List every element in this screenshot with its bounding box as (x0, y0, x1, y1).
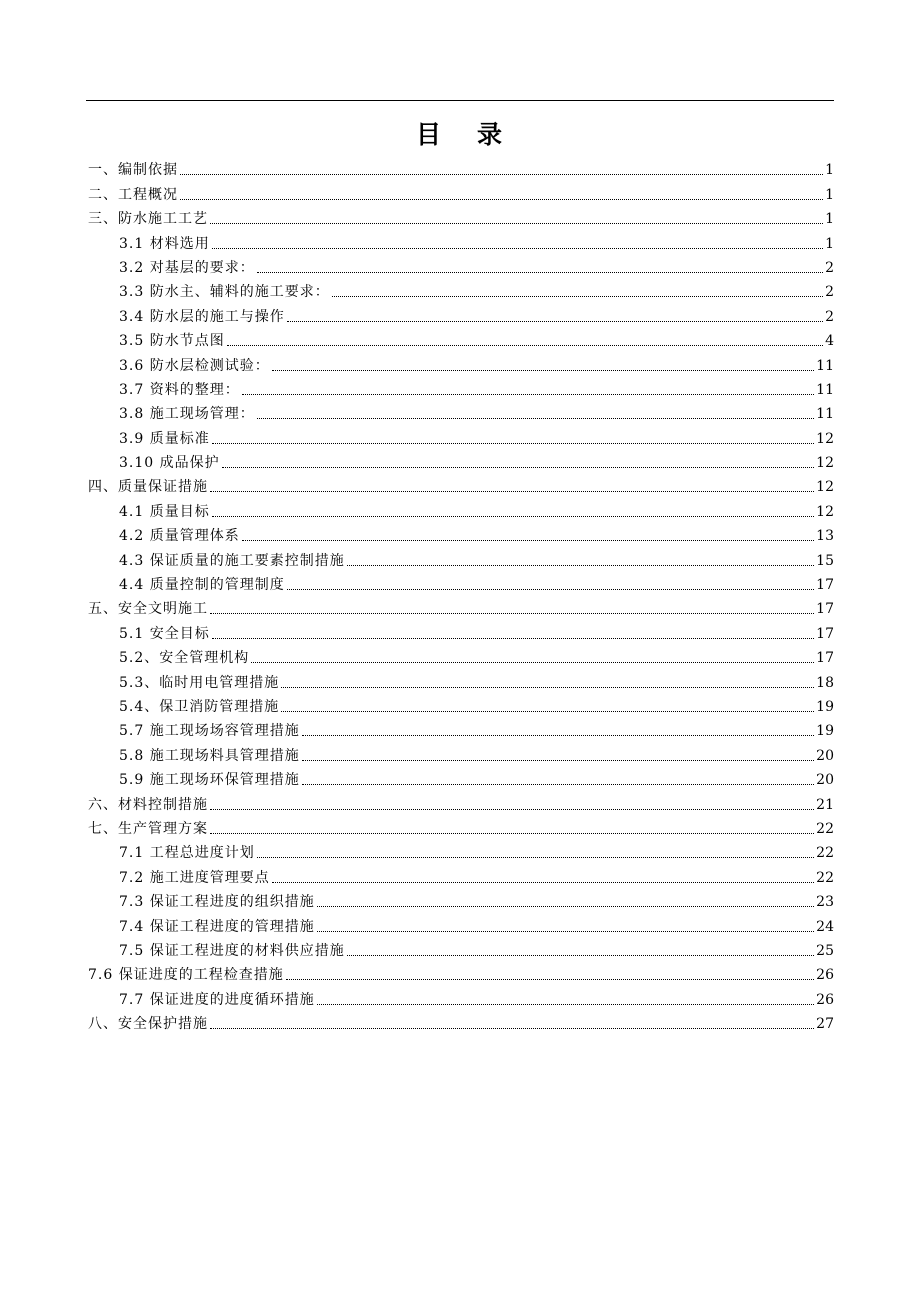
toc-entry-label: 五、安全文明施工 (88, 601, 208, 618)
toc-entry-label: 7.7 保证进度的进度循环措施 (119, 991, 315, 1008)
toc-entry[interactable] (0, 913, 920, 937)
toc-entry-page-number: 12 (816, 503, 834, 520)
toc-dot-leader (251, 662, 814, 663)
toc-entry-page-number: 1 (825, 211, 834, 228)
toc-dot-leader (317, 931, 814, 932)
toc-entry[interactable] (0, 669, 920, 693)
toc-entry-page-number: 17 (816, 601, 834, 618)
toc-entry[interactable] (0, 718, 920, 742)
toc-dot-leader (302, 784, 814, 785)
toc-entry[interactable] (0, 1011, 920, 1035)
toc-entry-label: 一、编制依据 (88, 162, 178, 179)
toc-entry-label: 二、工程概况 (88, 186, 178, 203)
toc-entry-page-number: 22 (816, 845, 834, 862)
toc-entry[interactable] (0, 206, 920, 230)
toc-dot-leader (210, 1028, 814, 1029)
toc-entry-label: 三、防水施工工艺 (88, 211, 208, 228)
toc-dot-leader (257, 418, 814, 419)
toc-entry-page-number: 11 (816, 381, 834, 398)
toc-entry[interactable] (0, 938, 920, 962)
toc-dot-leader (302, 760, 814, 761)
toc-entry[interactable] (0, 816, 920, 840)
toc-dot-leader (210, 613, 814, 614)
toc-entry[interactable] (0, 328, 920, 352)
toc-entry[interactable] (0, 181, 920, 205)
toc-entry-page-number: 22 (816, 869, 834, 886)
toc-entry-page-number: 12 (816, 430, 834, 447)
toc-dot-leader (257, 857, 814, 858)
toc-entry-page-number: 26 (816, 967, 834, 984)
toc-dot-leader (242, 540, 814, 541)
toc-entry-page-number: 17 (816, 625, 834, 642)
toc-entry[interactable] (0, 986, 920, 1010)
toc-entry[interactable] (0, 474, 920, 498)
toc-entry-page-number: 1 (825, 235, 834, 252)
title-char-1: 目 (415, 120, 443, 149)
page-title (0, 118, 920, 152)
toc-entry-label: 5.1 安全目标 (119, 625, 210, 642)
toc-dot-leader (227, 345, 823, 346)
toc-entry[interactable] (0, 425, 920, 449)
toc-entry-page-number: 20 (816, 772, 834, 789)
toc-entry-page-number: 1 (825, 162, 834, 179)
toc-entry[interactable] (0, 230, 920, 254)
toc-entry[interactable] (0, 303, 920, 327)
toc-entry[interactable] (0, 377, 920, 401)
toc-entry[interactable] (0, 523, 920, 547)
toc-entry-page-number: 2 (825, 284, 834, 301)
toc-entry-page-number: 15 (816, 552, 834, 569)
toc-entry-label: 7.5 保证工程进度的材料供应措施 (119, 942, 345, 959)
toc-dot-leader (210, 833, 814, 834)
toc-dot-leader (242, 394, 814, 395)
toc-entry-label: 3.3 防水主、辅料的施工要求： (119, 284, 330, 301)
toc-entry-label: 5.7 施工现场场容管理措施 (119, 723, 300, 740)
toc-entry-label: 3.4 防水层的施工与操作 (119, 308, 285, 325)
toc-entry[interactable] (0, 840, 920, 864)
toc-dot-leader (286, 979, 814, 980)
toc-entry[interactable] (0, 157, 920, 181)
toc-entry-label: 4.1 质量目标 (119, 503, 210, 520)
toc-entry-page-number: 2 (825, 259, 834, 276)
toc-entry-label: 5.4、保卫消防管理措施 (119, 698, 280, 715)
toc-entry[interactable] (0, 401, 920, 425)
toc-entry-page-number: 26 (816, 991, 834, 1008)
toc-dot-leader (272, 370, 814, 371)
header-rule (86, 100, 834, 101)
toc-entry-page-number: 27 (816, 1016, 834, 1033)
toc-entry-page-number: 4 (825, 333, 834, 350)
toc-entry-page-number: 11 (816, 357, 834, 374)
toc-entry[interactable] (0, 352, 920, 376)
toc-entry[interactable] (0, 889, 920, 913)
toc-dot-leader (281, 711, 814, 712)
toc-entry-label: 3.6 防水层检测试验： (119, 357, 270, 374)
toc-entry-page-number: 1 (825, 186, 834, 203)
toc-entry[interactable] (0, 547, 920, 571)
toc-entry-label: 八、安全保护措施 (88, 1016, 208, 1033)
table-of-contents (0, 157, 920, 1035)
toc-entry[interactable] (0, 255, 920, 279)
toc-entry-page-number: 17 (816, 650, 834, 667)
toc-entry-page-number: 21 (816, 796, 834, 813)
toc-entry-page-number: 18 (816, 674, 834, 691)
toc-dot-leader (281, 687, 814, 688)
toc-entry-page-number: 22 (816, 820, 834, 837)
toc-entry-label: 7.6 保证进度的工程检查措施 (88, 967, 284, 984)
toc-entry-label: 3.9 质量标准 (119, 430, 210, 447)
toc-entry[interactable] (0, 620, 920, 644)
toc-dot-leader (210, 809, 814, 810)
toc-entry-label: 5.3、临时用电管理措施 (119, 674, 280, 691)
toc-dot-leader (212, 443, 814, 444)
toc-entry-page-number: 19 (816, 723, 834, 740)
toc-entry[interactable] (0, 962, 920, 986)
toc-dot-leader (317, 906, 814, 907)
toc-entry-page-number: 13 (816, 528, 834, 545)
toc-dot-leader (287, 321, 823, 322)
toc-entry-label: 7.2 施工进度管理要点 (119, 869, 270, 886)
toc-dot-leader (347, 955, 814, 956)
toc-dot-leader (212, 638, 814, 639)
toc-entry-page-number: 12 (816, 479, 834, 496)
toc-entry[interactable] (0, 742, 920, 766)
toc-entry-label: 5.9 施工现场环保管理措施 (119, 772, 300, 789)
toc-entry-label: 4.2 质量管理体系 (119, 528, 240, 545)
toc-entry-label: 5.8 施工现场料具管理措施 (119, 747, 300, 764)
toc-entry-label: 7.4 保证工程进度的管理措施 (119, 918, 315, 935)
toc-entry-label: 7.3 保证工程进度的组织措施 (119, 894, 315, 911)
toc-entry-page-number: 24 (816, 918, 834, 935)
toc-entry-page-number: 19 (816, 698, 834, 715)
toc-entry-label: 3.1 材料选用 (119, 235, 210, 252)
toc-entry-label: 六、材料控制措施 (88, 796, 208, 813)
toc-entry-label: 4.3 保证质量的施工要素控制措施 (119, 552, 345, 569)
toc-entry[interactable] (0, 767, 920, 791)
toc-entry-page-number: 11 (816, 406, 834, 423)
toc-entry-label: 3.8 施工现场管理： (119, 406, 255, 423)
toc-dot-leader (210, 223, 823, 224)
toc-entry-page-number: 25 (816, 942, 834, 959)
toc-dot-leader (180, 174, 823, 175)
toc-entry-page-number: 12 (816, 455, 834, 472)
toc-entry[interactable] (0, 694, 920, 718)
toc-entry-label: 3.5 防水节点图 (119, 333, 225, 350)
toc-entry[interactable] (0, 498, 920, 522)
toc-entry-page-number: 17 (816, 577, 834, 594)
toc-entry[interactable] (0, 791, 920, 815)
toc-dot-leader (347, 565, 814, 566)
toc-dot-leader (302, 735, 814, 736)
toc-entry-label: 3.10 成品保护 (119, 455, 220, 472)
toc-dot-leader (287, 589, 814, 590)
toc-entry-label: 5.2、安全管理机构 (119, 650, 250, 667)
toc-entry[interactable] (0, 864, 920, 888)
toc-entry-page-number: 20 (816, 747, 834, 764)
toc-dot-leader (317, 1004, 814, 1005)
toc-dot-leader (332, 296, 823, 297)
title-char-2: 录 (477, 120, 505, 149)
toc-dot-leader (222, 467, 815, 468)
toc-dot-leader (180, 199, 823, 200)
toc-entry[interactable] (0, 450, 920, 474)
toc-entry[interactable] (0, 596, 920, 620)
toc-entry-page-number: 2 (825, 308, 834, 325)
toc-entry[interactable] (0, 572, 920, 596)
toc-entry-label: 3.7 资料的整理： (119, 381, 240, 398)
toc-dot-leader (210, 491, 814, 492)
toc-dot-leader (212, 248, 823, 249)
toc-entry-label: 四、质量保证措施 (88, 479, 208, 496)
toc-entry-label: 7.1 工程总进度计划 (119, 845, 255, 862)
toc-entry[interactable] (0, 279, 920, 303)
toc-entry[interactable] (0, 645, 920, 669)
toc-entry-page-number: 23 (816, 894, 834, 911)
toc-dot-leader (272, 882, 814, 883)
toc-dot-leader (257, 272, 823, 273)
toc-entry-label: 七、生产管理方案 (88, 820, 208, 837)
toc-entry-label: 3.2 对基层的要求： (119, 259, 255, 276)
toc-entry-label: 4.4 质量控制的管理制度 (119, 577, 285, 594)
toc-dot-leader (212, 516, 814, 517)
